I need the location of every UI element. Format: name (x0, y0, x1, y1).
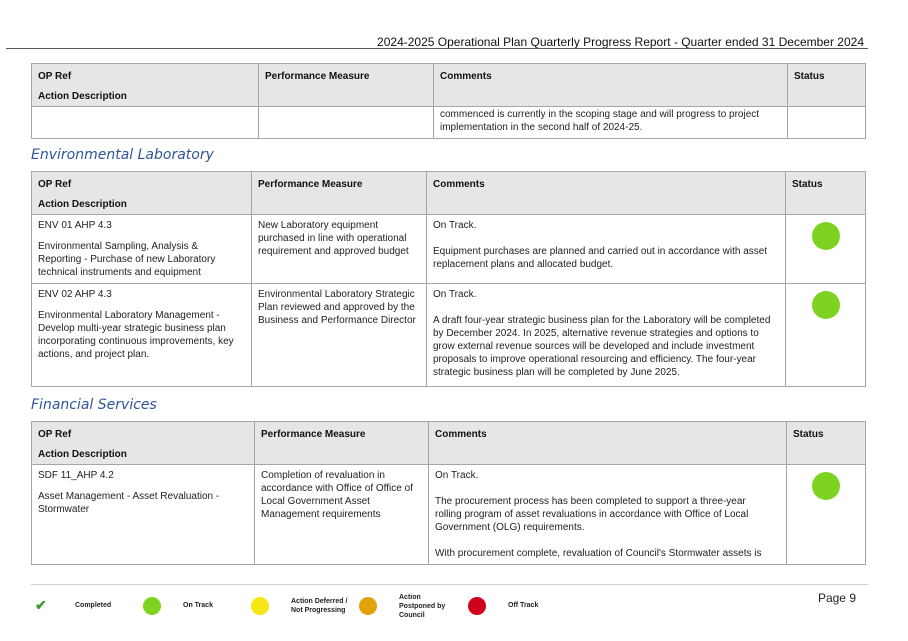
table-row (32, 215, 866, 284)
action-description-label: Action Description (38, 91, 127, 102)
legend-label: On Track (183, 602, 213, 609)
legend-label (399, 593, 445, 620)
measure-line: Environmental Laboratory Strategic (258, 289, 415, 300)
comment-line: Government (OLG) requirements. (435, 522, 585, 533)
column-header-op-ref (32, 422, 255, 465)
comment-line: rolling program of asset revaluations in accordance with Office of Local (435, 509, 749, 520)
measure-line: New Laboratory equipment (258, 220, 379, 231)
legend-label: Completed (75, 602, 112, 609)
action-line: actions, and project plan. (38, 349, 150, 360)
red-dot-icon (468, 597, 486, 615)
measure-line: Plan reviewed and approved by the (258, 302, 415, 313)
comment-line: grow external revenue sources will be developed and include investment (433, 341, 755, 352)
report-title: 2024-2025 Operational Plan Quarterly Progress Report - Quarter ended 31 December 2024 (377, 35, 864, 49)
column-header-status: Status (787, 422, 866, 465)
column-header-op-ref (32, 64, 259, 107)
op-ref-label: OP Ref (38, 179, 72, 190)
legend-label-line: Action Deferred / (291, 598, 348, 605)
column-header-status: Status (786, 172, 866, 215)
action-line: incorporating continuous improvements, key (38, 336, 234, 347)
legend-label-completed (75, 601, 111, 610)
action-description-label: Action Description (38, 449, 127, 460)
legend-label-on-track (183, 601, 213, 610)
comment-cell (434, 107, 788, 139)
comment-status: On Track. (433, 289, 477, 300)
legend-label: Off Track (508, 602, 539, 609)
comment-line: strategic business plan will be completed by June 2025. (433, 367, 680, 378)
continued-table (31, 63, 866, 139)
action-line: Develop multi-year strategic business plan (38, 323, 226, 334)
comment-line: With procurement complete, revaluation of Council's Stormwater assets is (435, 548, 762, 559)
section-title-financial-services: Financial Services (31, 397, 157, 413)
comment-line: commenced is currently in the scoping stage and will progress to project (440, 109, 760, 120)
op-ref: SDF 11_AHP 4.2 (38, 470, 114, 481)
measure-cell (252, 284, 427, 387)
action-line: technical instruments and equipment (38, 267, 201, 278)
legend-label-line: Postponed by (399, 603, 446, 610)
column-header-comments: Comments (427, 172, 786, 215)
green-dot-icon (143, 597, 161, 615)
comment-line: replacement plans and allocated budget. (433, 259, 614, 270)
table-row (32, 465, 866, 565)
action-line: Reporting - Purchase of new Laboratory (38, 254, 216, 265)
measure-cell (255, 465, 429, 565)
comment-line: The procurement process has been completed to support a three-year (435, 496, 746, 507)
on-track-status-icon (812, 291, 840, 319)
section-title-environmental-laboratory: Environmental Laboratory (31, 147, 214, 163)
footer-divider (31, 584, 868, 585)
op-ref: ENV 01 AHP 4.3 (38, 220, 112, 231)
comment-line: proposals to improve operational resourcing and efficiency. The four-year (433, 354, 756, 365)
header-divider (6, 48, 868, 49)
table-cell (259, 107, 434, 139)
measure-line: accordance with Office of Office of (261, 483, 413, 494)
legend-label (291, 597, 347, 615)
comment-cell (427, 284, 786, 387)
action-line: Environmental Laboratory Management - (38, 310, 220, 321)
action-line: Environmental Sampling, Analysis & (38, 241, 199, 252)
measure-line: Completion of revaluation in (261, 470, 385, 481)
action-line: Stormwater (38, 504, 90, 515)
legend-label-line: Council (399, 612, 425, 619)
legend-label-line: Action (399, 594, 421, 601)
action-cell (32, 215, 252, 284)
comment-line: Equipment purchases are planned and carried out in accordance with asset (433, 246, 768, 257)
legend-item-on-track (143, 597, 161, 615)
comment-line: by December 2024. In 2025, alternative revenue strategies and options to (433, 328, 759, 339)
column-header-comments: Comments (429, 422, 787, 465)
table-cell (32, 107, 259, 139)
legend-label-deferred (291, 597, 347, 615)
orange-dot-icon (359, 597, 377, 615)
status-cell (787, 465, 866, 565)
page-number: Page 9 (817, 591, 856, 605)
legend-label-line: Not Progressing (291, 607, 346, 614)
op-ref-label: OP Ref (38, 71, 72, 82)
comment-cell (429, 465, 787, 565)
action-line: Asset Management - Asset Revaluation - (38, 491, 220, 502)
comment-line: A draft four-year strategic business plan for the Laboratory will be completed (433, 315, 771, 326)
legend-item-postponed (359, 597, 377, 615)
comment-cell (427, 215, 786, 284)
status-cell (786, 215, 866, 284)
column-header-performance-measure: Performance Measure (252, 172, 427, 215)
status-legend (35, 592, 575, 622)
legend-item-deferred (251, 597, 269, 615)
on-track-status-icon (812, 222, 840, 250)
action-cell (32, 284, 252, 387)
check-icon: ✔ (35, 597, 47, 613)
financial-services-table (31, 421, 866, 565)
on-track-status-icon (812, 472, 840, 500)
measure-line: Business and Performance Director (258, 315, 416, 326)
status-cell (786, 284, 866, 387)
action-cell (32, 465, 255, 565)
column-header-op-ref (32, 172, 252, 215)
op-ref: ENV 02 AHP 4.3 (38, 289, 112, 300)
column-header-performance-measure: Performance Measure (255, 422, 429, 465)
measure-line: Management requirements (261, 509, 381, 520)
legend-item-completed (35, 597, 47, 614)
column-header-comments: Comments (434, 64, 788, 107)
comment-status: On Track. (433, 220, 477, 231)
environmental-laboratory-table (31, 171, 866, 387)
yellow-dot-icon (251, 597, 269, 615)
measure-line: Local Government Asset (261, 496, 370, 507)
legend-item-off-track (468, 597, 486, 615)
comment-status: On Track. (435, 470, 479, 481)
legend-label-off-track (508, 601, 538, 610)
table-cell (788, 107, 866, 139)
measure-line: purchased in line with operational (258, 233, 407, 244)
legend-label-postponed (399, 593, 445, 620)
table-row (32, 284, 866, 387)
measure-line: requirement and approved budget (258, 246, 409, 257)
column-header-status: Status (788, 64, 866, 107)
action-description-label: Action Description (38, 199, 127, 210)
measure-cell (252, 215, 427, 284)
comment-line: implementation in the second half of 2024-25. (440, 122, 643, 133)
column-header-performance-measure: Performance Measure (259, 64, 434, 107)
op-ref-label: OP Ref (38, 429, 72, 440)
